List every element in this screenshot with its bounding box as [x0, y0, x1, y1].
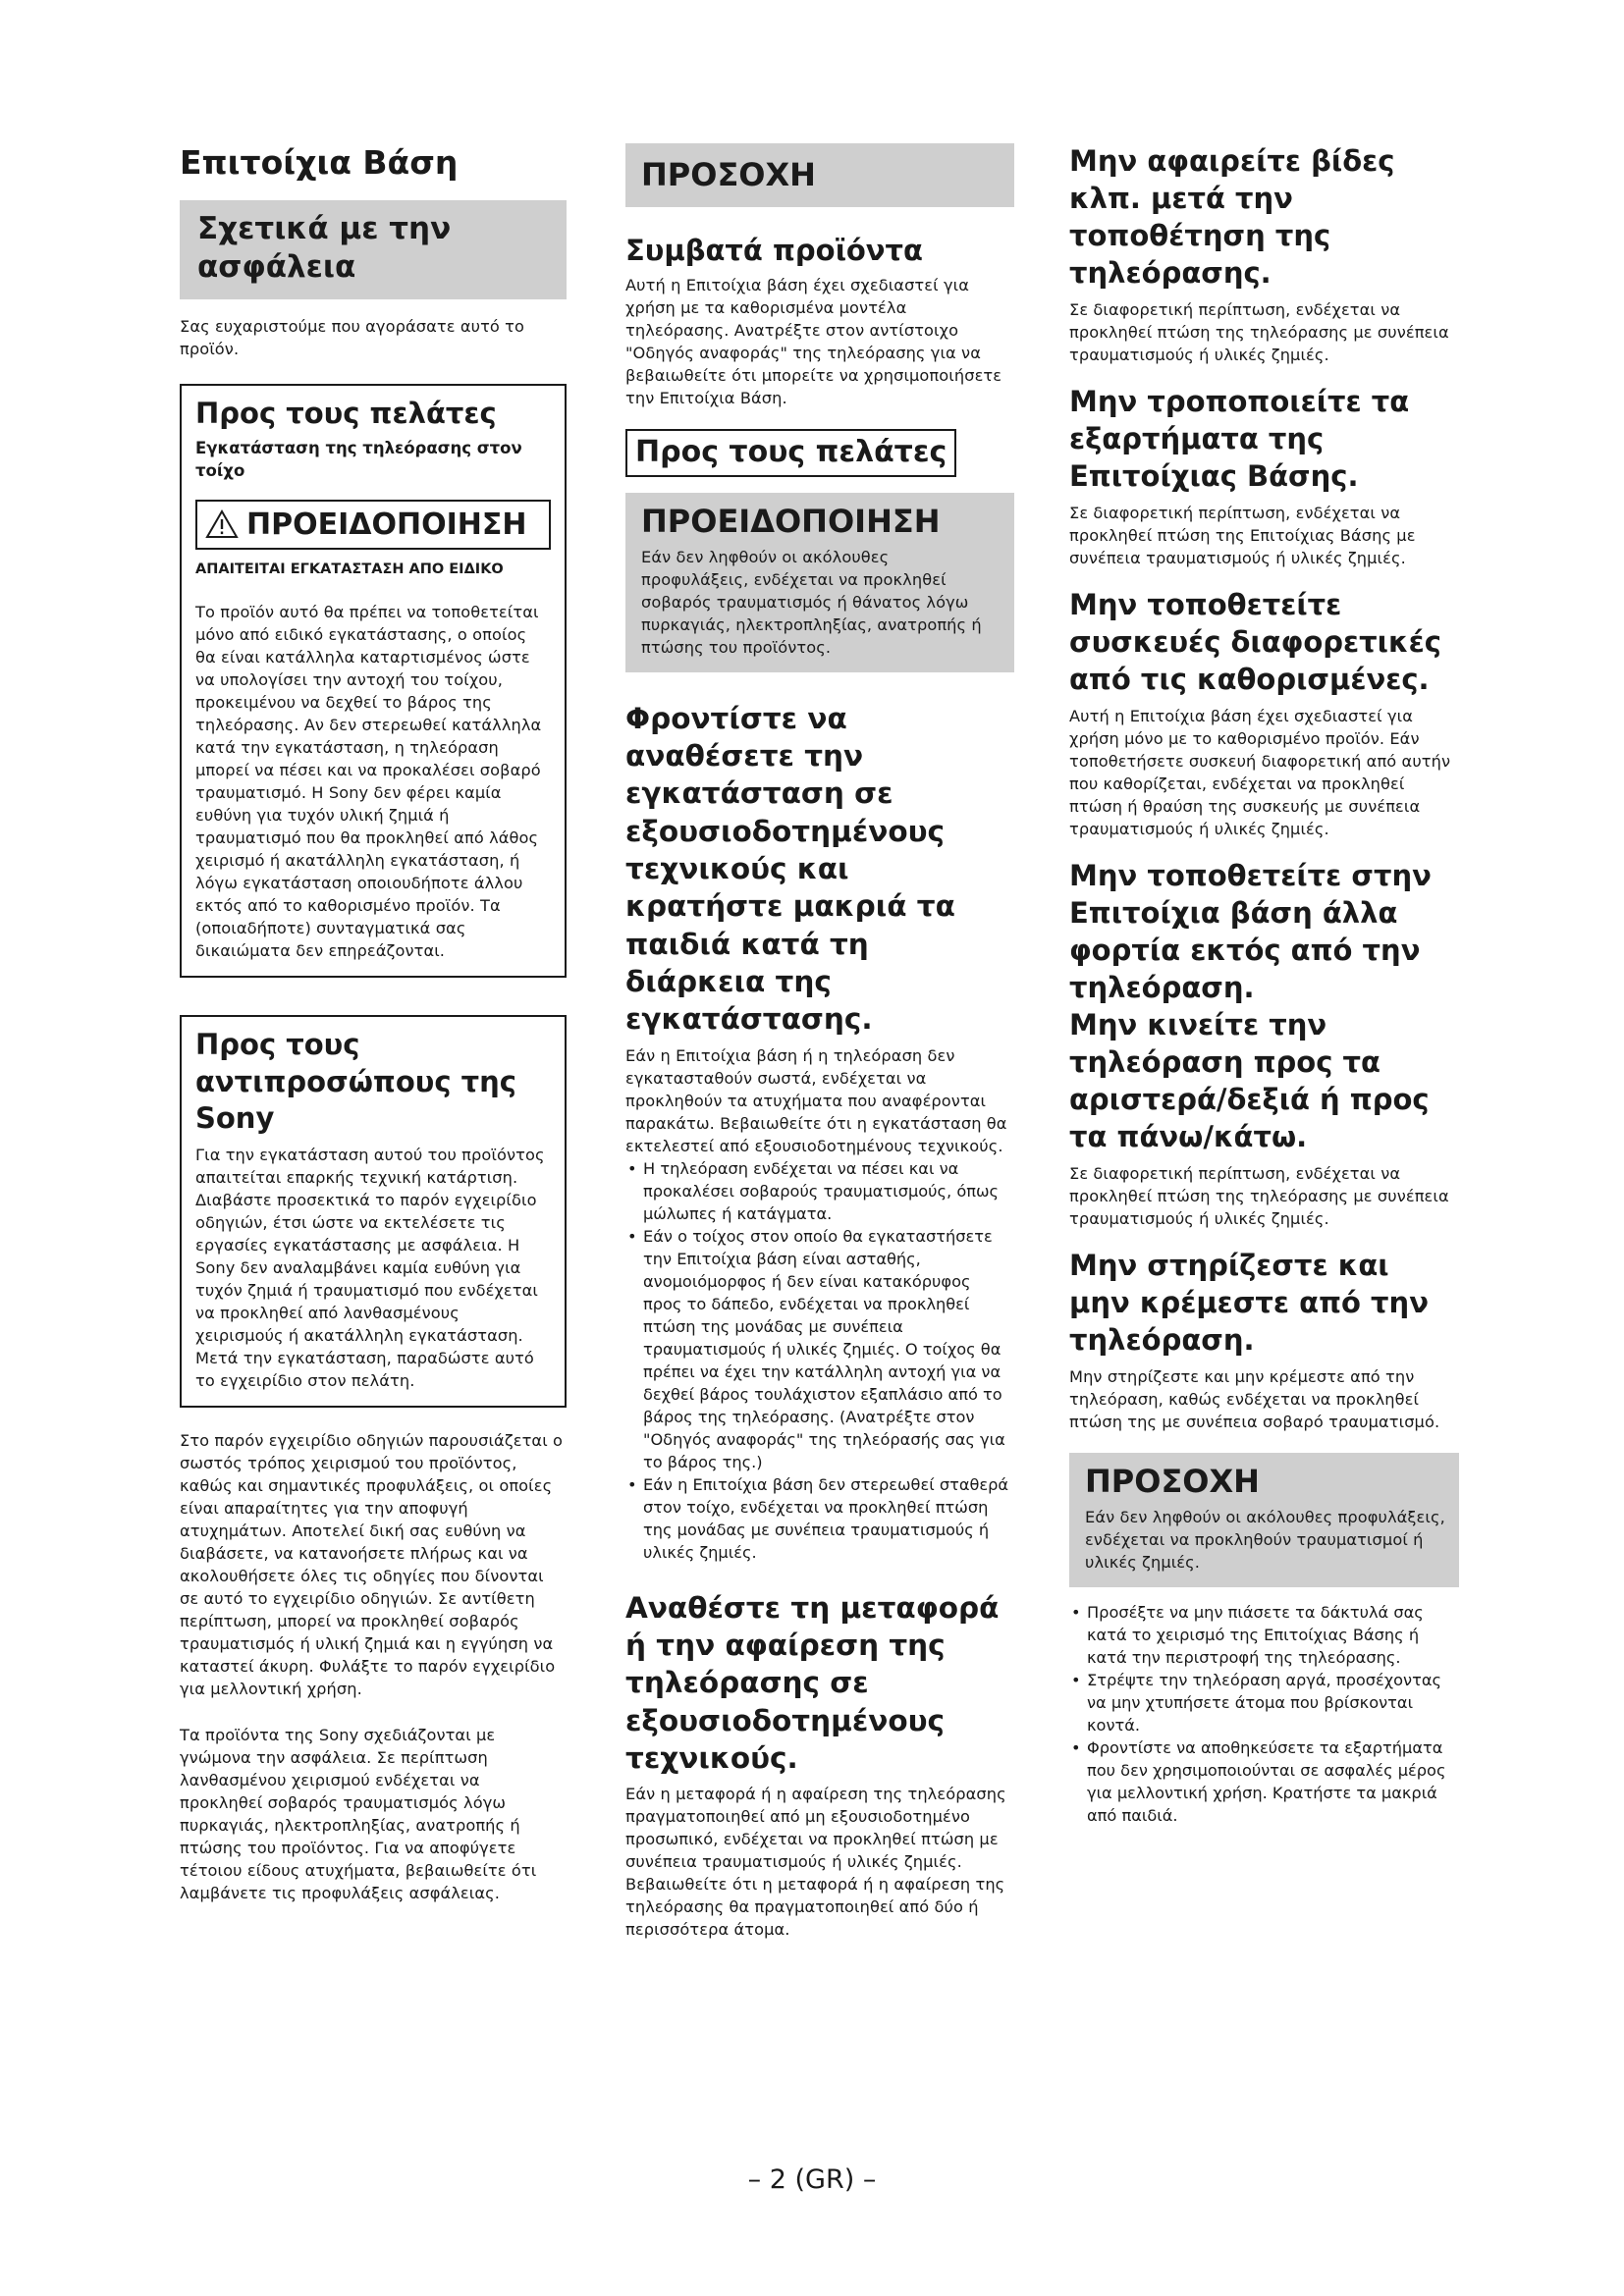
column-3: [1069, 143, 1459, 1827]
removal-body: Εάν η μεταφορά ή η αφαίρεση της τηλεόρασης πραγματοποιηθεί από μη εξουσιοδοτημένο προσωπικό, ενδέχεται να προκληθεί πτώση με συνέπεια τραυματισμούς ή υλικές ζημιές. Βεβαιωθείτε ότι η μεταφορά ή η αφαίρεση της τηλεόρασης θα πραγματοποιηθεί από δύο ή περισσότερα άτομα.: [625, 1785, 1006, 1940]
screws-heading: Μην αφαιρείτε βίδες κλπ. μετά την τοποθέτηση της τηλεόρασης.: [1069, 144, 1395, 290]
column-1: [180, 143, 567, 1904]
customers-box: [180, 384, 567, 978]
thanks-text: Σας ευχαριστούμε που αγοράσατε αυτό το προϊόν.: [180, 316, 525, 358]
customers-body: Το προϊόν αυτό θα πρέπει να τοποθετείται μόνο από ειδικό εγκατάστασης, ο οποίος θα είναι κατάλληλα καταρτισμένος ώστε να υπολογίσει την αντοχή του τοίχου, προκειμένου να δεχθεί το βάρος της τηλεόρασης. Αν δεν στερεωθεί κατάλληλα κατά την εγκατάσταση, η τηλεόραση μπορεί να πέσει και να προκαλέσει σοβαρό τραυματισμό. Η Sony δεν φέρει καμία ευθύνη για τυχόν υλική ζημιά ή τραυματισμό που θα προκληθεί από λάθος χειρισμό ή ακατάλληλη εγκατάσταση, ή λόγω εγκατάσταση οποιουδήποτε άλλου εκτός από το καθορισμένο προϊόν. Τα (οποιαδήποτε) συνταγματικά σας δικαιώματα δεν επηρεάζονται.: [195, 602, 542, 960]
page-number: – 2 (GR) –: [747, 2164, 877, 2195]
other-devices-body: Αυτή η Επιτοίχια βάση έχει σχεδιαστεί για χρήση μόνο με το καθορισμένο προϊόν. Εάν τοποθετήσετε συσκευή διαφορετική από αυτήν που καθορίζεται, ενδέχεται να προκληθεί πτώση ή θραύση της συσκευής με συνέπεια τραυματισμούς ή υλικές ζημιές.: [1069, 706, 1451, 838]
document-title: Επιτοίχια Βάση: [180, 143, 459, 182]
customers-label-box: [625, 429, 956, 477]
hang-body: Μην στηρίζεστε και μην κρέμεστε από την τηλεόραση, καθώς ενδέχεται να προκληθεί πτώση της με συνέπεια σοβαρό τραυματισμό.: [1069, 1366, 1440, 1431]
dealers-heading: Προς τους αντιπροσώπους της Sony: [195, 1027, 516, 1136]
caution-block-title: ΠΡΟΣΟΧΗ: [1085, 1462, 1260, 1500]
safety-header: [180, 200, 567, 299]
column-2: [625, 143, 1014, 1941]
safety-header-text: Σχετικά με την ασφάλεια: [197, 210, 452, 286]
warning-label-box: [195, 500, 551, 550]
installation-heading: Φροντίστε να αναθέσετε την εγκατάσταση σε εξουσιοδοτημένους τεχνικούς και κρατήστε μακριά τα παιδιά κατά τη διάρκεια της εγκατάστασης.: [625, 701, 955, 1037]
compatible-products-heading: Συμβατά προϊόντα: [625, 233, 923, 267]
list-item: • Φροντίστε να αποθηκεύσετε τα εξαρτήματα που δεν χρησιμοποιούνται σε ασφαλές μέρος για μελλοντική χρήση. Κρατήστε τα μακριά από παιδιά.: [1069, 1736, 1459, 1827]
compatible-products-body: Αυτή η Επιτοίχια βάση έχει σχεδιαστεί για χρήση με τα καθορισμένα μοντέλα τηλεόρασης. Ανατρέξτε στον αντίστοιχο "Οδηγός αναφοράς" της τηλεόρασης για να βεβαιωθείτε ότι μπορείτε να χρησιμοποιήσετε την Επιτοίχια Βάση.: [625, 275, 1002, 407]
warning-block-title: ΠΡΟΕΙΔΟΠΟΙΗΣΗ: [641, 502, 941, 540]
warning-block: [625, 493, 1014, 672]
other-devices-heading: Μην τοποθετείτε συσκευές διαφορετικές από τις καθορισμένες.: [1069, 587, 1441, 696]
list-item: • Η τηλεόραση ενδέχεται να πέσει και να προκαλέσει σοβαρούς τραυματισμούς, όπως μώλωπες ή κατάγματα.: [625, 1157, 1014, 1225]
list-item: • Στρέψτε την τηλεόραση αργά, προσέχοντας να μην χτυπήσετε άτομα που βρίσκονται κοντά.: [1069, 1669, 1459, 1736]
move-body: Σε διαφορετική περίπτωση, ενδέχεται να προκληθεί πτώση της τηλεόρασης με συνέπεια τραυματισμούς ή υλικές ζημιές.: [1069, 1163, 1449, 1228]
list-item: • Προσέξτε να μην πιάσετε τα δάκτυλά σας κατά το χειρισμό της Επιτοίχιας Βάσης ή κατά την περιστροφή της τηλεόρασης.: [1069, 1601, 1459, 1669]
removal-heading: Αναθέστε τη μεταφορά ή την αφαίρεση της τηλεόρασης σε εξουσιοδοτημένους τεχνικούς.: [625, 1590, 1000, 1776]
move-heading: Μην κινείτε την τηλεόραση προς τα αριστερά/δεξιά ή προς τα πάνω/κάτω.: [1069, 1007, 1430, 1153]
manual-intro-paragraph: Στο παρόν εγχειρίδιο οδηγιών παρουσιάζεται ο σωστός τρόπος χειρισμού του προϊόντος, καθώς και σημαντικές προφυλάξεις, οι οποίες είναι απαραίτητες για την αποφυγή ατυχημάτων. Αποτελεί δική σας ευθύνη να διαβάσετε, να κατανοήσετε πλήρως και να ακολουθήσετε όλες τις οδηγίες που δίνονται σε αυτό το εγχειρίδιο οδηγιών. Σε αντίθετη περίπτωση, μπορεί να προκληθεί σοβαρός τραυματισμός ή υλική ζημιά και η εγγύηση να καταστεί άκυρη. Φυλάξτε το παρόν εγχειρίδιο για μελλοντική χρήση.: [180, 1430, 564, 1698]
customers-subheading: Εγκατάσταση της τηλεόρασης στον τοίχο: [195, 438, 522, 480]
modify-heading: Μην τροποποιείτε τα εξαρτήματα της Επιτοίχιας Βάσης.: [1069, 384, 1410, 493]
list-item: • Εάν η Επιτοίχια βάση δεν στερεωθεί σταθερά στον τοίχο, ενδέχεται να προκληθεί πτώση της μονάδας με συνέπεια τραυματισμούς ή υλικές ζημιές.: [625, 1473, 1014, 1564]
screws-body: Σε διαφορετική περίπτωση, ενδέχεται να προκληθεί πτώση της τηλεόρασης με συνέπεια τραυματισμούς ή υλικές ζημιές.: [1069, 299, 1449, 364]
sony-safety-paragraph: Τα προϊόντα της Sony σχεδιάζονται με γνώμονα την ασφάλεια. Σε περίπτωση λανθασμένου χειρισμού ενδέχεται να προκληθεί σοβαρός τραυματισμός λόγω πυρκαγιάς, ηλεκτροπληξίας, ανατροπής ή πτώσης του προϊόντος. Για να αποφύγετε τέτοιου είδους ατυχήματα, βεβαιωθείτε ότι λαμβάνετε τις προφυλάξεις ασφάλειας.: [180, 1725, 537, 1902]
customers-label-text: Προς τους πελάτες: [635, 434, 947, 469]
hang-heading: Μην στηρίζεστε και μην κρέμεστε από την τηλεόραση.: [1069, 1248, 1429, 1357]
dealers-body: Για την εγκατάσταση αυτού του προϊόντος απαιτείται επαρκής τεχνική κατάρτιση. Διαβάστε προσεκτικά το παρόν εγχειρίδιο οδηγιών, έτσι ώστε να εκτελέσετε τις εργασίες εγκατάστασης με ασφάλεια. Η Sony δεν αναλαμβάνει καμία ευθύνη για τυχόν ζημιά ή τραυματισμό που ενδέχεται να προκληθεί από λανθασμένους χειρισμούς ή ακατάλληλη εγκατάσταση. Μετά την εγκατάσταση, παραδώστε αυτό το εγχειρίδιο στον πελάτη.: [195, 1145, 545, 1390]
installation-body: Εάν η Επιτοίχια βάση ή η τηλεόραση δεν εγκατασταθούν σωστά, ενδέχεται να προκληθούν τα ατυχήματα που αναφέρονται παρακάτω. Βεβαιωθείτε ότι η εγκατάσταση θα εκτελεστεί από εξουσιοδοτημένους τεχνικούς.: [625, 1045, 1007, 1155]
dealers-box: [180, 1015, 567, 1408]
caution-block: [1069, 1453, 1459, 1587]
customers-heading: Προς τους πελάτες: [195, 396, 497, 430]
warning-triangle-icon: [205, 509, 239, 539]
caution-header-text: ΠΡΟΣΟΧΗ: [641, 156, 816, 193]
caution-bullets: [1069, 1601, 1459, 1827]
caution-header: [625, 143, 1014, 207]
caution-block-body: Εάν δεν ληφθούν οι ακόλουθες προφυλάξεις, ενδέχεται να προκληθούν τραυματισμοί ή υλικές ζημιές.: [1085, 1507, 1445, 1572]
loads-heading: Μην τοποθετείτε στην Επιτοίχια βάση άλλα φορτία εκτός από την τηλεόραση.: [1069, 858, 1432, 1004]
warning-block-body: Εάν δεν ληφθούν οι ακόλουθες προφυλάξεις, ενδέχεται να προκληθεί σοβαρός τραυματισμός ή θάνατος λόγω πυρκαγιάς, ηλεκτροπληξίας, ανατροπής ή πτώσης του προϊόντος.: [641, 547, 982, 657]
list-item: • Εάν ο τοίχος στον οποίο θα εγκαταστήσετε την Επιτοίχια βάση είναι ασταθής, ανομοιόμορφος ή δεν είναι κατακόρυφος προς το δάπεδο, ενδέχεται να προκληθεί πτώση της μονάδας με συνέπεια τραυματισμούς ή υλικές ζημιές. Ο τοίχος θα πρέπει να έχει την κατάλληλη αντοχή για να δεχθεί βάρος τουλάχιστον εξαπλάσιο από το βάρος της τηλεόρασης. (Ανατρέξτε στον "Οδηγός αναφοράς" της τηλεόρασής σας για το βάρος της.): [625, 1225, 1014, 1473]
modify-body: Σε διαφορετική περίπτωση, ενδέχεται να προκληθεί πτώση της Επιτοίχιας Βάσης με συνέπεια τραυματισμούς ή υλικές ζημιές.: [1069, 503, 1416, 567]
expert-required-text: ΑΠΑΙΤΕΙΤΑΙ ΕΓΚΑΤΑΣΤΑΣΗ ΑΠΟ ΕΙΔΙΚΟ: [195, 561, 504, 577]
installation-bullets: [625, 1157, 1014, 1564]
warning-label-text: ΠΡΟΕΙΔΟΠΟΙΗΣΗ: [246, 507, 527, 542]
